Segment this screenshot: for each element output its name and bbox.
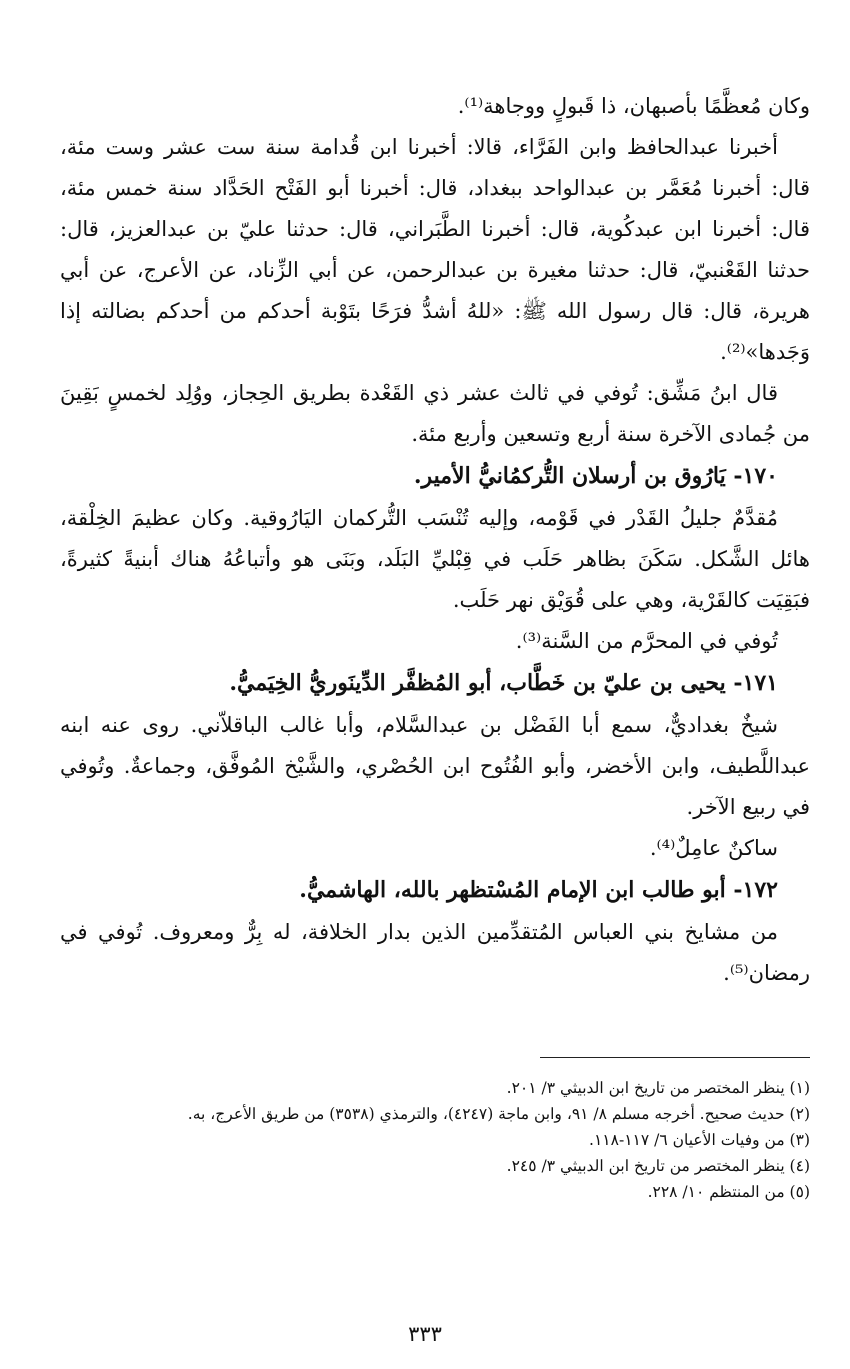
footnote-5: (٥) من المنتظم ١٠/ ٢٢٨. [647, 1183, 810, 1201]
footnote-2: (٢) حديث صحيح. أخرجه مسلم ٨/ ٩١، وابن ماجة (٤٢٤٧)، والترمذي (٣٥٣٨) من طريق الأعرج، به. [187, 1105, 810, 1123]
main-text [60, 86, 810, 994]
paragraph-intro: وكان مُعظَّمًا بأصبهان، ذا قَبولٍ ووجاهة⁽¹⁾. [457, 94, 810, 118]
entry-title-170: ١٧٠- يَارُوق بن أرسلان التُّركمُانيُّ الأمير. [413, 463, 778, 489]
paragraph-entry-171-note: ساكنٌ عامِلٌ⁽⁴⁾. [649, 836, 778, 860]
paragraph-hadith-chain: أخبرنا عبدالحافظ وابن الفَرَّاء، قالا: أخبرنا ابن قُدامة سنة ست عشر وست مئة، قال: أخبرنا مُعَمَّر بن عبدالواحد ببغداد، قال: أخبرنا أبو الفَتْح الحَدَّاد سنة خمس مئة، قال: أخبرنا ابن عبدكُوية، قال: أخبرنا الطَّبَراني، قال: حدثنا عليّ بن عبدالعزيز، قال: حدثنا القَعْنبيّ، قال: حدثنا مغيرة بن عبدالرحمن، عن أبي الزِّناد، عن الأعرج، عن أبي هريرة، قال: قال رسول الله ﷺ: «للهُ أشدُّ فرَحًا بتَوْبة أحدكم من أحدكم بضالته إذا وَجَدها»⁽²⁾. [60, 135, 810, 364]
paragraph-entry-170-death: تُوفي في المحرَّم من السَّنة⁽³⁾. [515, 629, 778, 653]
footnote-3: (٣) من وفيات الأعيان ٦/ ١١٧-١١٨. [589, 1131, 810, 1149]
page-number: ٣٣٣ [408, 1322, 442, 1346]
footnote-divider [540, 1057, 810, 1058]
paragraph-entry-172: من مشايخ بني العباس المُتقدِّمين الذين بدار الخلافة، له بِرٌّ ومعروف. تُوفي في رمضان⁽⁵⁾. [60, 920, 810, 985]
entry-title-172: ١٧٢- أبو طالب ابن الإمام المُسْتظهر بالله، الهاشميُّ. [299, 877, 778, 903]
paragraph-entry-170: مُقدَّمٌ جليلُ القَدْر في قَوْمه، وإليه تُنْسَب التُّركمان اليَارُوقية. وكان عظيمَ الخِلْقة، هائل الشَّكل. سَكَنَ بظاهر حَلَب في قِبْليِّ البَلَد، وبَنَى هو وأتباعُهُ هناك أبنيةً كثيرةً، فبَقِيَت كالقَرْية، وهي على قُوَيْق نهر حَلَب. [60, 506, 810, 612]
entry-title-171: ١٧١- يحيى بن عليّ بن خَطَّاب، أبو المُظفَّر الدِّينَوريُّ الخِيَميُّ. [229, 670, 778, 696]
footnote-1: (١) ينظر المختصر من تاريخ ابن الدبيثي ٣/ ٢٠١. [506, 1079, 810, 1097]
paragraph-entry-171: شيخٌ بغداديٌّ، سمع أبا الفَضْل بن عبدالسَّلام، وأبا غالب الباقلاّني. روى عنه ابنه عبداللَّطيف، وابن الأخضر، وأبو الفُتُوح ابن الحُصْري، والشَّيْخ المُوفَّق، وجماعةٌ. وتُوفي في ربيع الآخر. [60, 713, 810, 819]
footnote-4: (٤) ينظر المختصر من تاريخ ابن الدبيثي ٣/ ٢٤٥. [506, 1157, 810, 1175]
paragraph-death-note: قال ابنُ مَشِّق: تُوفي في ثالث عشر ذي القَعْدة بطريق الحِجاز، ووُلِد لخمسٍ بَقِينَ من جُمادى الآخرة سنة أربع وتسعين وأربع مئة. [60, 381, 810, 446]
footnote-list [60, 1075, 810, 1205]
